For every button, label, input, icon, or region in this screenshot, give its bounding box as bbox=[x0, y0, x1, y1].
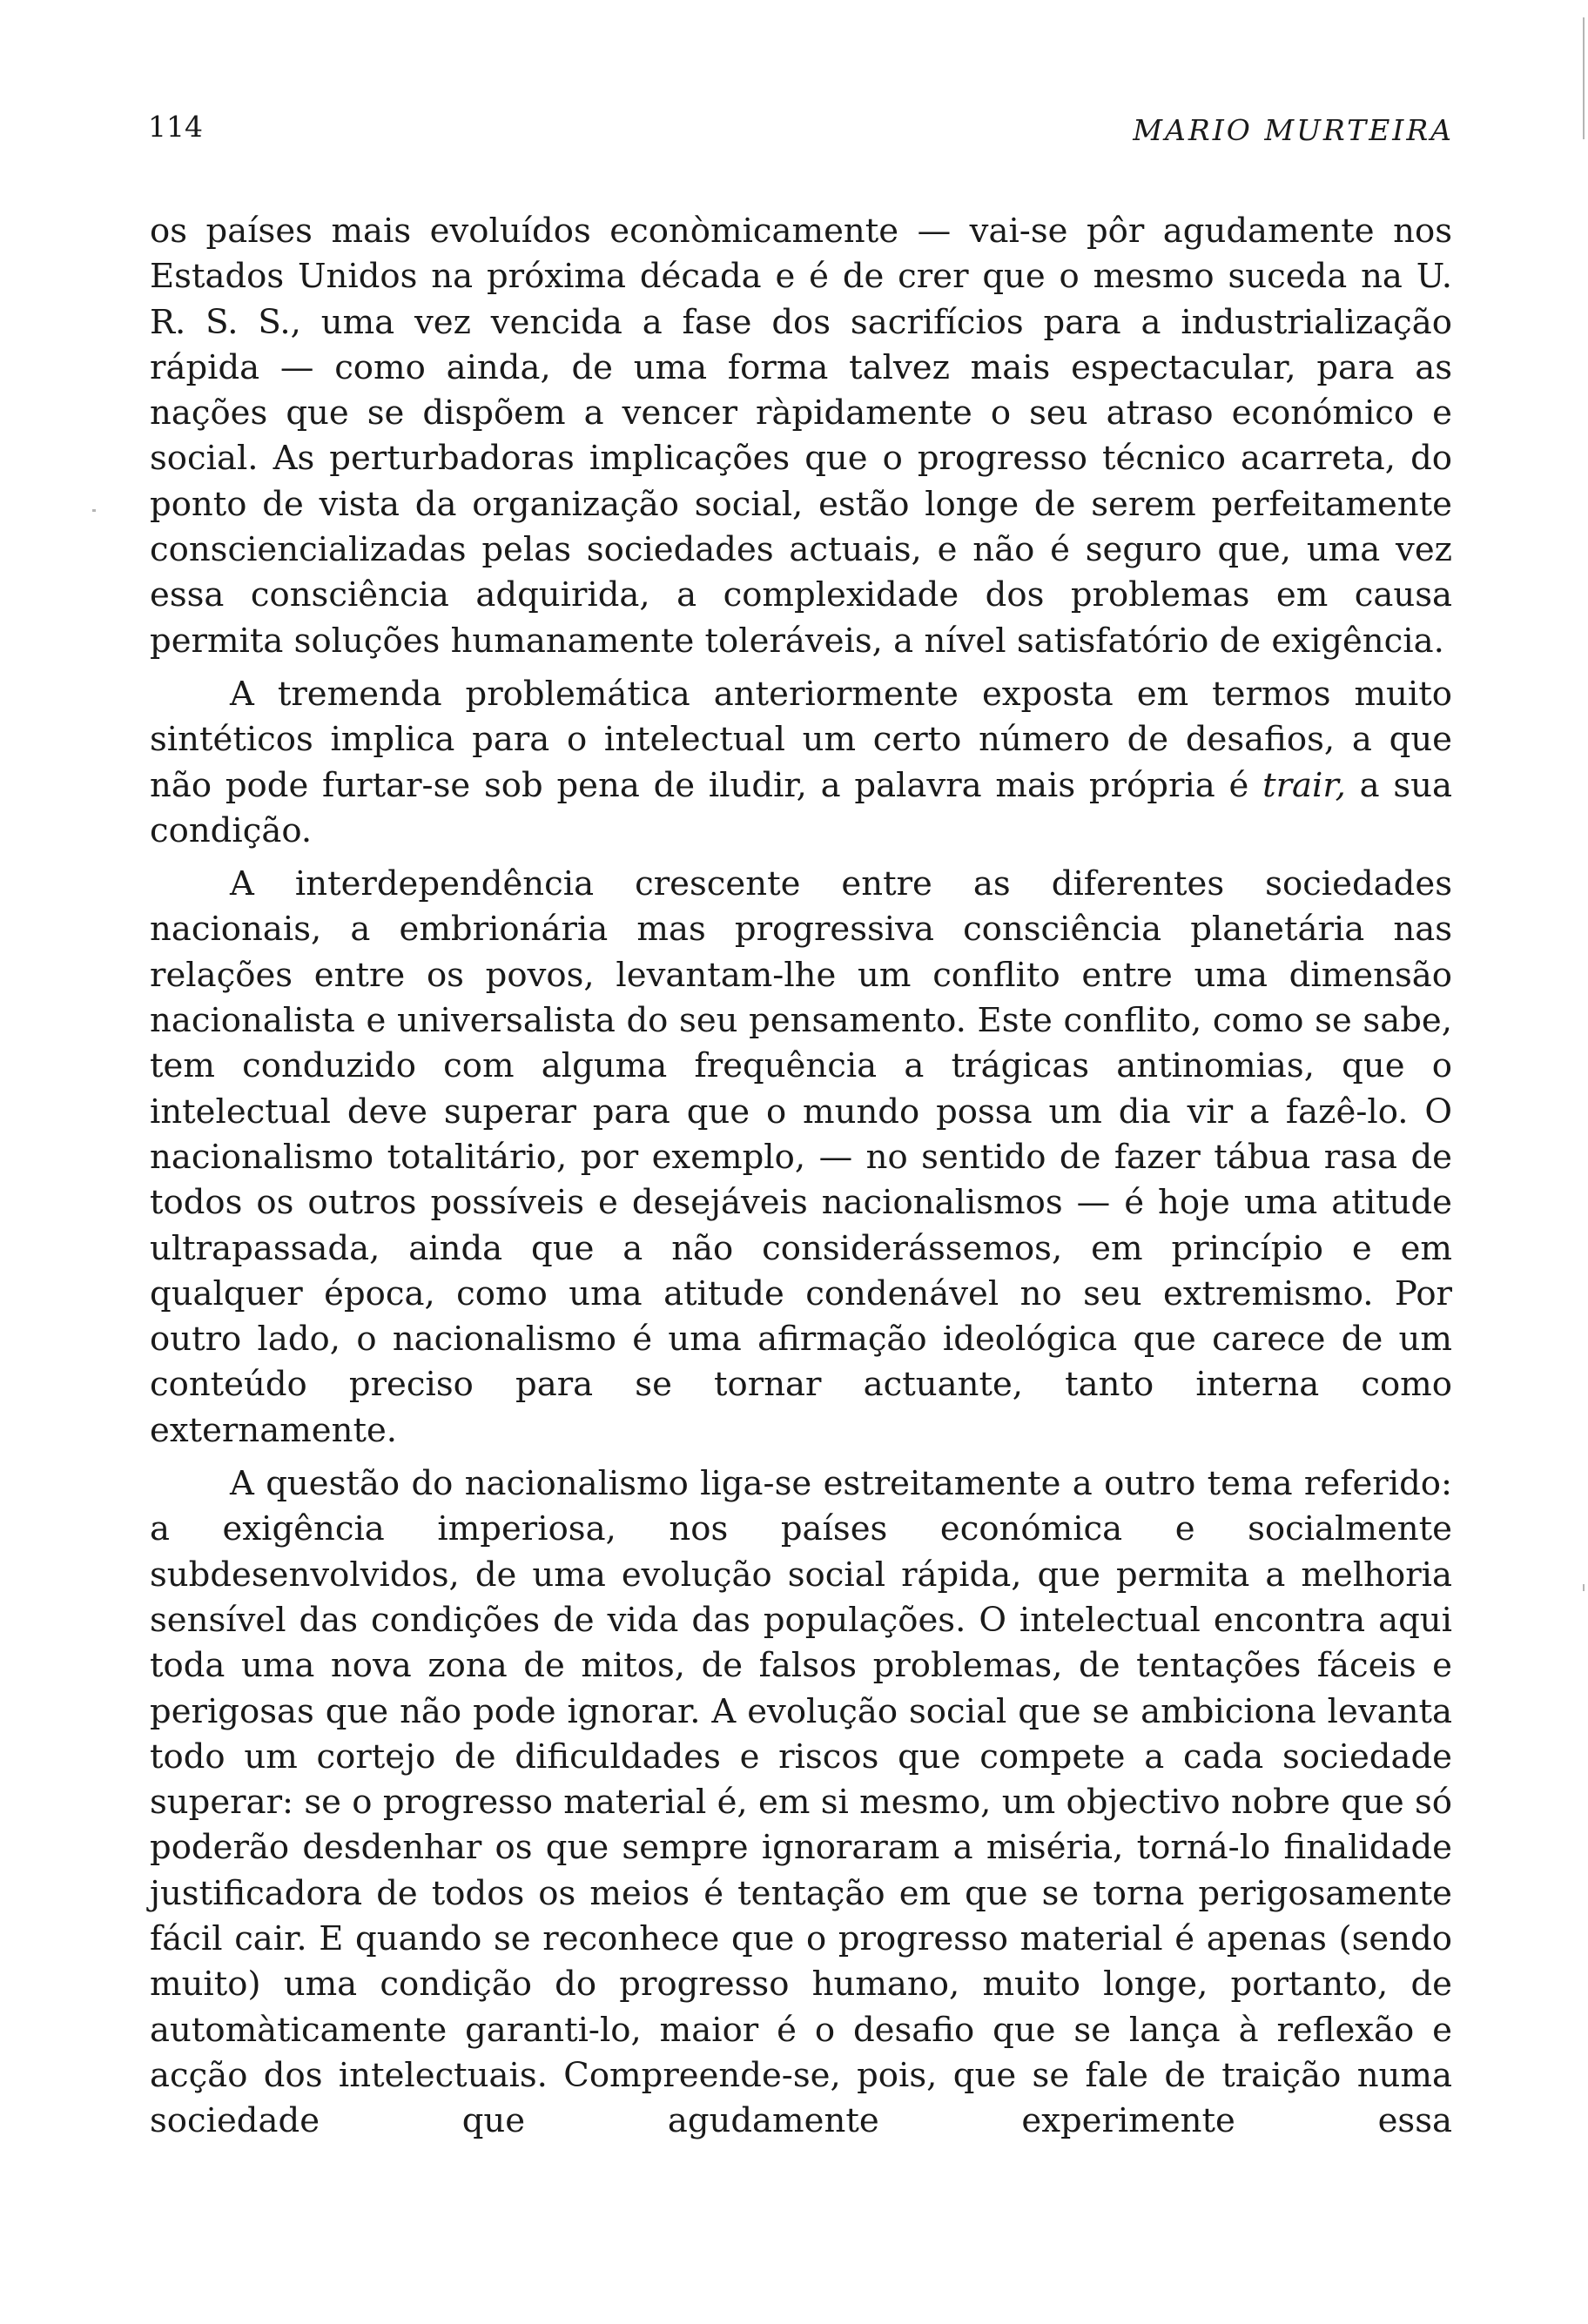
paragraph bbox=[150, 672, 1452, 854]
paragraph-text: a sua condição. bbox=[150, 765, 1453, 850]
page-number: 114 bbox=[148, 110, 203, 144]
paragraph-text: A interdependência crescente entre as diferentes sociedades nacionais, a embrionária mas progressiva consciência planetária nas relações entre os povos, levantam-lhe um conflito entre uma dimensão nacionalista e universalista do seu pensamento. Este conflito, como se sabe, tem conduzido com alguma frequência a trágicas antinomias, que o intelectual deve superar para que o mundo possa um dia vir a fazê-lo. O nacionalismo totalitário, por exemplo, — no sentido de fazer tábua rasa de todos os outros possíveis e desejáveis nacionalismos — é hoje uma atitude ultrapassada, ainda que a não considerássemos, em princípio e em qualquer época, como uma atitude condenável no seu extremismo. Por outro lado, o nacionalismo é uma afirmação ideológica que carece de um conteúdo preciso para se tornar actuante, tanto interna como externamente. bbox=[150, 864, 1452, 1450]
paragraph-text: os países mais evoluídos econòmicamente — vai-se pôr agudamente nos Estados Unidos na próxima década e é de crer que o mesmo suceda na U. R. S. S., uma vez vencida a fase dos sacrifícios para a industrialização rápida — como ainda, de uma forma talvez mais espectacular, para as nações que se dispõem a vencer ràpidamente o seu atraso económico e social. As perturbadoras implicações que o progresso técnico acarreta, do ponto de vista da organização social, estão longe de serem perfeitamente consciencializadas pelas sociedades actuais, e não é seguro que, uma vez essa consciência adquirida, a complexidade dos problemas em causa permita soluções humanamente toleráveis, a nível satisfatório de exigência. bbox=[150, 212, 1452, 661]
paragraph-text: A questão do nacionalismo liga-se estreitamente a outro tema referido: a exigência imperiosa, nos países económica e socialmente subdesenvolvidos, de uma evolução social rápida, que permita a melhoria sensível das condições de vida das populações. O intelectual encontra aqui toda uma nova zona de mitos, de falsos problemas, de tentações fáceis e perigosas que não pode ignorar. A evolução social que se ambiciona levanta todo um cortejo de dificuldades e riscos que compete a cada sociedade superar: se o progresso material é, em si mesmo, um objectivo nobre que só poderão desdenhar os que sempre ignoraram a miséria, torná-lo finalidade justificadora de todos os meios é tentação em que se torna perigosamente fácil cair. E quando se reconhece que o progresso material é apenas (sendo muito) uma condição do progresso humano, muito longe, portanto, de automàticamente garanti-lo, maior é o desafio que se lança à reflexão e acção dos intelectuais. Compreende-se, pois, que se fale de traição numa sociedade que agudamente experimente essa bbox=[150, 1464, 1452, 2141]
body-text bbox=[150, 209, 1452, 2144]
running-title: MARIO MURTEIRA bbox=[1133, 113, 1454, 147]
scan-edge-mark bbox=[1583, 1584, 1585, 1591]
paragraph bbox=[150, 1461, 1452, 2144]
scan-edge-mark bbox=[92, 509, 96, 512]
scan-edge-mark bbox=[1583, 17, 1585, 139]
running-head bbox=[148, 110, 1454, 153]
paragraph-continued bbox=[150, 209, 1452, 664]
paragraph bbox=[150, 862, 1452, 1454]
italic-emphasis: trair, bbox=[1262, 765, 1346, 805]
paragraph-text: A tremenda problemática anteriormente exposta em termos muito sintéticos implica para o intelectual um certo número de desafios, a que não pode furtar-se sob pena de iludir, a palavra mais própria é bbox=[150, 674, 1452, 805]
